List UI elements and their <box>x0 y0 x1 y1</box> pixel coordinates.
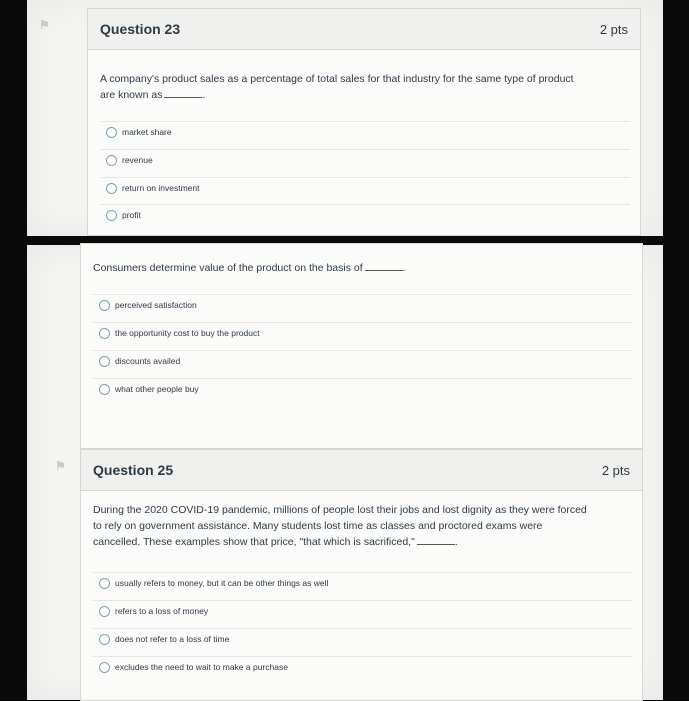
answer-option[interactable] <box>93 322 632 345</box>
question-text: A company's product sales as a percentage of total sales for that industry for the same type of product are known as . <box>100 73 574 101</box>
option-label: market share <box>122 127 172 137</box>
radio-button[interactable] <box>106 155 117 166</box>
answer-option[interactable] <box>93 294 632 317</box>
answer-option[interactable] <box>100 204 630 227</box>
question-points: 2 pts <box>599 22 628 37</box>
answer-option[interactable] <box>93 378 632 401</box>
answer-option[interactable] <box>100 121 630 144</box>
answer-option[interactable] <box>93 656 632 679</box>
option-label: profit <box>122 210 141 220</box>
question-header <box>88 9 640 50</box>
flag-icon[interactable]: ⚑ <box>39 18 50 32</box>
answer-option[interactable] <box>93 350 632 373</box>
answer-option[interactable] <box>93 628 632 651</box>
radio-button[interactable] <box>99 384 110 395</box>
question-24-card <box>80 243 643 449</box>
answer-option[interactable] <box>93 572 632 595</box>
radio-button[interactable] <box>99 300 110 311</box>
question-points: 2 pts <box>601 463 630 478</box>
question-23-card <box>87 8 641 236</box>
question-text: Consumers determine value of the product on the basis of . <box>93 262 406 274</box>
question-title: Question 23 <box>100 21 181 37</box>
radio-button[interactable] <box>99 606 110 617</box>
option-label: does not refer to a loss of time <box>115 634 230 644</box>
option-label: the opportunity cost to buy the product <box>115 328 260 338</box>
question-25-card <box>80 449 643 701</box>
question-text: During the 2020 COVID-19 pandemic, millions of people lost their jobs and lost dignity as they were forced to rely on government assistance. Many students lost time as classes and proctored exams were cancelled. These examples show that price, "that which is sacrificed," . <box>93 504 587 548</box>
radio-button[interactable] <box>106 210 117 221</box>
question-23-panel <box>27 0 663 236</box>
answer-option[interactable] <box>93 600 632 623</box>
question-title: Question 25 <box>93 462 174 478</box>
question-header <box>81 450 642 491</box>
option-label: perceived satisfaction <box>115 300 197 310</box>
radio-button[interactable] <box>106 127 117 138</box>
option-label: discounts availed <box>115 356 181 366</box>
option-label: usually refers to money, but it can be other things as well <box>115 578 329 588</box>
radio-button[interactable] <box>99 356 110 367</box>
answer-option[interactable] <box>100 177 630 200</box>
radio-button[interactable] <box>106 183 117 194</box>
radio-button[interactable] <box>99 578 110 589</box>
answer-option[interactable] <box>100 149 630 172</box>
flag-icon[interactable]: ⚑ <box>55 459 66 473</box>
radio-button[interactable] <box>99 662 110 673</box>
questions-24-25-panel <box>27 245 663 700</box>
option-label: what other people buy <box>115 384 199 394</box>
option-label: revenue <box>122 155 153 165</box>
radio-button[interactable] <box>99 328 110 339</box>
option-label: return on investment <box>122 183 200 193</box>
option-label: excludes the need to wait to make a purchase <box>115 662 288 672</box>
option-label: refers to a loss of money <box>115 606 209 616</box>
radio-button[interactable] <box>99 634 110 645</box>
